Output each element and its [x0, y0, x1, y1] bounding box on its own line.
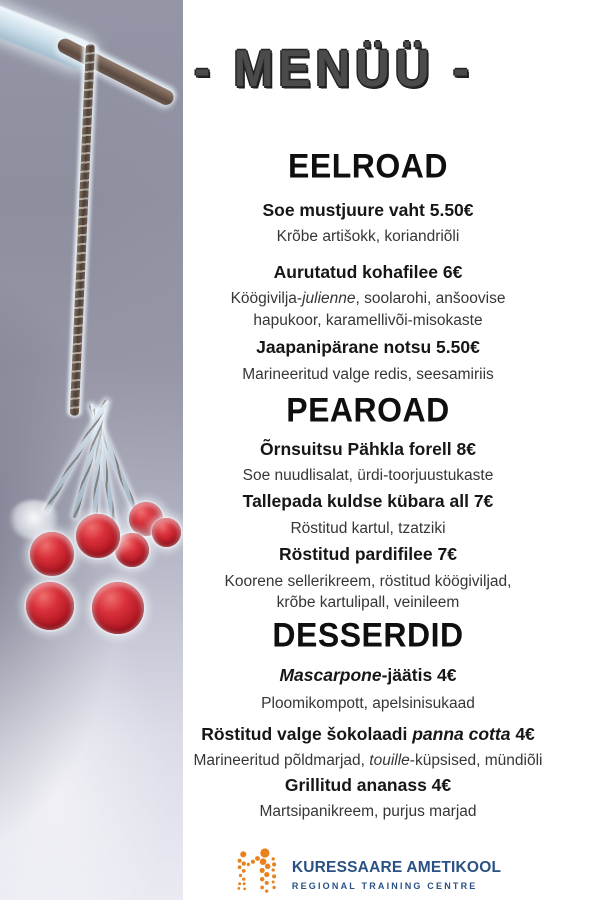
red-berry: [152, 518, 181, 547]
section-eelroad: [231, 97, 506, 385]
menu-item: [225, 539, 512, 614]
item-name: Grillitud ananass 4€: [284, 775, 452, 796]
menu-content: [183, 0, 600, 900]
item-description: Röstitud kartul, tzatziki: [290, 519, 446, 537]
item-name: Aurutatud kohafilee 6€: [273, 262, 463, 283]
menu-item: [262, 184, 473, 247]
item-description: Ploomikompott, apelsinisukaad: [261, 694, 475, 712]
dot-figures-icon: [235, 847, 281, 900]
item-description: Martsipanikreem, purjus marjad: [259, 803, 477, 821]
item-name: Jaapanipärane notsu 5.50€: [256, 337, 480, 358]
item-description: Marineeritud valge redis, seesamiriis: [242, 365, 494, 383]
menu-item: [243, 429, 494, 487]
menu-item: [259, 771, 476, 822]
menu-item: [194, 714, 543, 771]
item-name: Röstitud pardifilee 7€: [279, 544, 457, 564]
frosted-twig: [70, 44, 95, 416]
section-desserdid: [194, 614, 543, 823]
menu-item: [243, 487, 494, 539]
item-name: Mascarpone-jäätis 4€: [279, 664, 457, 685]
menu-item: [242, 331, 494, 385]
item-name: Soe mustjuure vaht 5.50€: [262, 200, 474, 221]
section-pearoad: [225, 385, 512, 613]
red-berry: [92, 582, 144, 634]
red-berry: [115, 533, 149, 567]
item-name: Röstitud valge šokolaadi panna cotta 4€: [201, 724, 535, 745]
logo-text: [292, 859, 501, 891]
red-berry: [30, 532, 74, 576]
item-name: Tallepada kuldse kübara all 7€: [242, 490, 494, 511]
section-heading: EELROAD: [288, 146, 448, 186]
winter-berries-photo: [0, 0, 183, 900]
section-heading: PEAROAD: [286, 391, 450, 430]
item-description: Koorene sellerikreem, röstitud köögiviljad, krõbe kartulipall, veinileem: [224, 572, 512, 612]
section-heading: DESSERDID: [272, 615, 464, 654]
org-name: KURESSAARE AMETIKOOL: [291, 859, 502, 877]
red-berry: [26, 582, 74, 630]
menu-item: [261, 653, 475, 714]
item-description: Krõbe artišokk, koriandriõli: [276, 228, 460, 246]
red-berry: [76, 514, 120, 558]
menu-item: [231, 247, 506, 331]
item-description: Marineeritud põldmarjad, touille-küpsised, mündiõli: [193, 751, 543, 769]
item-description: Soe nuudlisalat, ürdi-toorjuustukaste: [242, 467, 494, 485]
item-name: Õrnsuitsu Pähkla forell 8€: [260, 438, 476, 459]
org-tagline: REGIONAL TRAINING CENTRE: [291, 881, 478, 892]
menu-title: - MENÜÜ -: [194, 40, 474, 99]
item-description: Köögivilja-julienne, soolarohi, anšoovise hapukoor, karamellivõi-misokaste: [230, 290, 506, 329]
frosted-branch-dark: [55, 36, 176, 107]
school-logo: [235, 847, 501, 900]
